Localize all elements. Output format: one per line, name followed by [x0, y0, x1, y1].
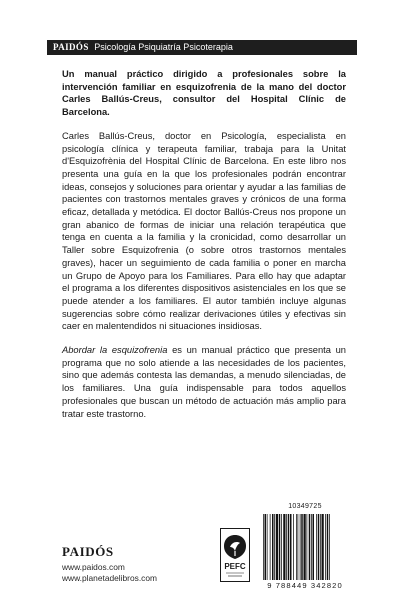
barcode-icon [262, 514, 348, 580]
barcode-digits: 9 788449 342820 [267, 581, 343, 590]
series-banner [47, 40, 357, 55]
closing-paragraph [62, 344, 346, 420]
author-bio-paragraph: Carles Ballús-Creus, doctor en Psicología, especialista en psicología clínica y terapeuta familiar, trabaja para la Unitat d'Esquizofrènia del Hospital Clínic de Barcelona. En este libro nos presenta una guía en la que los profesionales podrán encontrar ideas, consejos y soluciones para orientar y ayudar a las familias de pacientes con trastornos mentales graves y crónicos de una forma eficaz, detallada y metódica. El doctor Ballús-Creus nos propone un gran abanico de formas de iniciar una relación terapéutica que tenga en cuenta a la familia y la cronicidad, como desarrollar un Taller sobre Esquizofrenia (o sobre otros trastornos mentales graves), hacer un seguimiento de cada familia o poner en marcha un Grupo de Apoyo para los Familiares. Para ello hay que adaptar el programa a los diferentes dispositivos asistenciales en los que se puede atender a los familiares. El autor también incluye algunas sugerencias sobre cómo realizar derivaciones útiles y efectivas sin caer en malentendidos ni situaciones insidiosas. [62, 130, 346, 332]
pefc-logo-icon [220, 528, 250, 582]
pefc-label: PEFC [224, 562, 246, 571]
series-collection: Psicología Psiquiatría Psicoterapia [94, 42, 233, 52]
closing-text: es un manual práctico que presenta un programa que no solo atiende a las necesidades de los pacientes, sino que además contesta las demandas, a menudo silenciadas, de los familiares. Una guía indispensable para todos aquellos profesionales que buscan un método de actuación más amplio para tratar este trastorno. [62, 345, 346, 419]
publisher-logo: PAIDÓS [62, 544, 114, 559]
lead-paragraph: Un manual práctico dirigido a profesionales sobre la intervención familiar en esquizofrenia de la mano del doctor Carles Ballús-Creus, consultor del Hospital Clínic de Barcelona. [62, 69, 346, 118]
book-title: Abordar la esquizofrenia [62, 345, 168, 356]
planeta-url[interactable]: www.planetadelibros.com [62, 573, 157, 583]
cover-footer [0, 500, 401, 600]
publisher-url[interactable]: www.paidos.com [62, 562, 125, 572]
product-code: 10349725 [288, 503, 322, 510]
back-cover-copy [62, 68, 346, 431]
series-brand: PAIDÓS [53, 42, 89, 52]
